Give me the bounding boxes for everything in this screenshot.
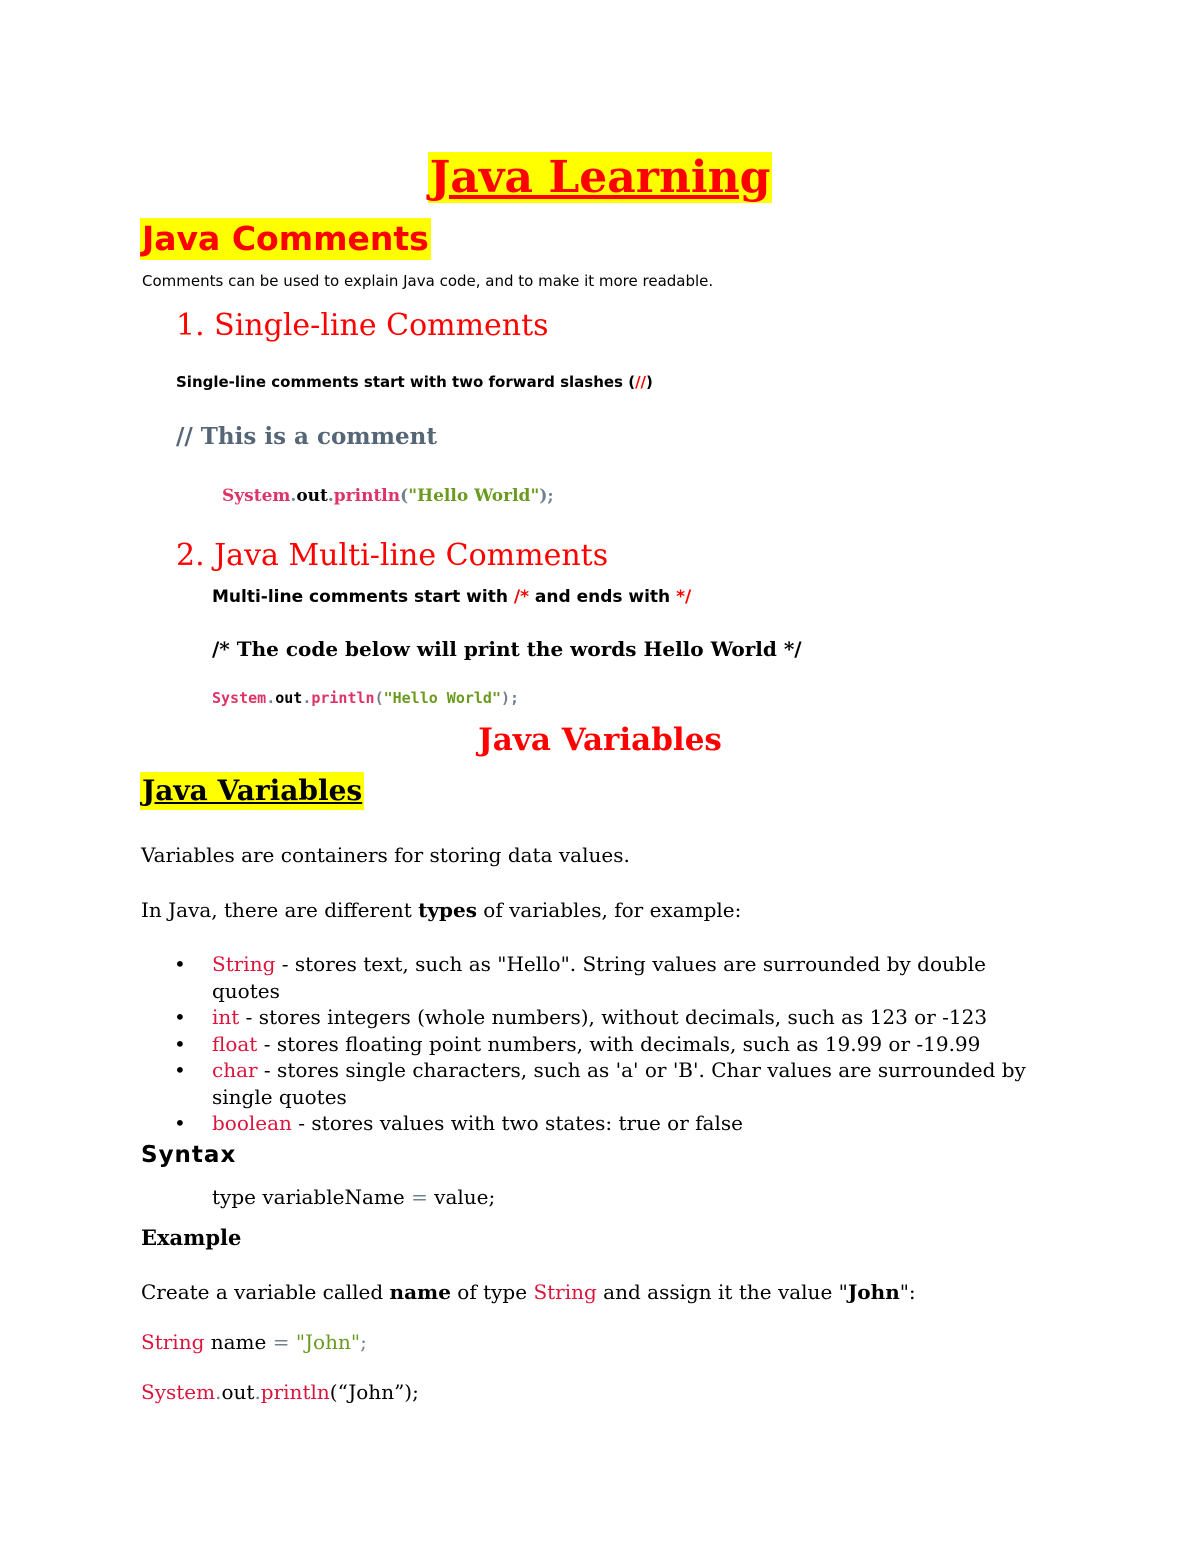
list-item [170, 1057, 1050, 1110]
bullet-icon: • [174, 1005, 186, 1029]
multi-line-description [212, 586, 691, 608]
code-token-method: println [260, 1380, 330, 1404]
close-comment-token: */ [676, 587, 692, 607]
code-token-dot: . [290, 486, 297, 506]
variables-intro-text: Variables are containers for storing data values. [141, 843, 630, 867]
single-line-desc-suffix: ) [646, 373, 653, 391]
types-text-prefix: In Java, there are different [141, 898, 419, 922]
multi-line-desc-prefix: Multi-line comments start with [212, 587, 514, 607]
code-token-semicolon: ; [360, 1330, 367, 1354]
syntax-prefix: type variableName [212, 1185, 412, 1209]
type-name: char [212, 1058, 258, 1082]
list-item [170, 1110, 1050, 1137]
slash-token: // [635, 373, 647, 391]
list-item [170, 951, 1050, 1004]
document-title [0, 150, 1200, 206]
bullet-icon: • [174, 1058, 186, 1082]
multi-line-desc-middle: and ends with [528, 587, 677, 607]
example-bold-name: name [389, 1280, 451, 1304]
variable-types-list [170, 951, 1050, 1137]
code-token-rest: (“John”); [329, 1380, 419, 1404]
code-println-example [141, 1379, 419, 1405]
code-token-dot: . [254, 1380, 261, 1404]
type-description: - stores text, such as "Hello". String values are surrounded by double quotes [212, 952, 986, 1003]
code-token-system: System [212, 689, 267, 707]
code-println-single [222, 484, 554, 508]
example-bold-value: John [847, 1280, 900, 1304]
code-token-string: "John" [289, 1330, 361, 1354]
syntax-equals: = [411, 1185, 428, 1209]
code-token-string: "Hello World" [383, 689, 501, 707]
code-token-paren: ( [374, 689, 384, 707]
example-text-suffix: ": [899, 1280, 916, 1304]
document-title-text: Java Learning [429, 152, 771, 203]
code-token-method: println [311, 689, 375, 707]
comments-intro-text: Comments can be used to explain Java code, and to make it more readable. [142, 272, 714, 290]
types-text-suffix: of variables, for example: [476, 898, 742, 922]
code-token-method: println [333, 486, 401, 506]
code-token-out: out [221, 1380, 255, 1404]
code-token-paren: ( [400, 486, 409, 506]
type-description: - stores floating point numbers, with decimals, such as 19.99 or -19.99 [257, 1031, 981, 1056]
list-item [170, 1031, 1050, 1058]
code-token-string: "Hello World" [408, 486, 540, 506]
syntax-code-line [212, 1184, 495, 1210]
single-line-desc-prefix: Single-line comments start with two forward slashes ( [176, 373, 636, 391]
code-comment-multi: /* The code below will print the words Hello World */ [212, 637, 802, 661]
syntax-heading: Syntax [141, 1142, 237, 1168]
type-name: float [212, 1031, 258, 1056]
type-name: String [212, 952, 276, 976]
example-description [141, 1279, 916, 1305]
type-name: int [212, 1005, 240, 1029]
types-text-bold: types [418, 898, 477, 922]
bullet-icon: • [174, 1031, 186, 1056]
code-token-out: out [296, 486, 328, 506]
single-line-description [176, 372, 653, 392]
subheading-single-line: 1. Single-line Comments [176, 308, 549, 343]
code-token-close: ); [501, 689, 520, 707]
code-println-multi [212, 688, 519, 708]
bullet-icon: • [174, 1111, 186, 1135]
syntax-suffix: value; [427, 1185, 496, 1209]
code-token-equals: = [272, 1330, 290, 1354]
code-token-out: out [275, 689, 303, 707]
code-token-var: name [204, 1330, 273, 1354]
code-string-declaration [141, 1329, 367, 1355]
code-token-dot: . [302, 689, 312, 707]
subheading-multi-line: 2. Java Multi-line Comments [176, 538, 609, 573]
code-token-system: System [141, 1380, 216, 1404]
example-text-middle: of type [450, 1280, 534, 1304]
type-description: - stores values with two states: true or false [291, 1111, 743, 1135]
code-token-dot: . [215, 1380, 222, 1404]
example-heading: Example [141, 1225, 242, 1250]
list-item [170, 1004, 1050, 1031]
code-token-close: ); [539, 486, 554, 506]
type-description: - stores integers (whole numbers), without decimals, such as 123 or -123 [239, 1005, 988, 1029]
open-comment-token: /* [513, 587, 529, 607]
type-description: - stores single characters, such as 'a' or 'B'. Char values are surrounded by single quotes [212, 1058, 1026, 1109]
code-token-system: System [222, 486, 291, 506]
code-token-type: String [141, 1330, 205, 1354]
code-token-dot: . [327, 486, 334, 506]
section-heading-variables-center: Java Variables [478, 722, 722, 758]
type-name: boolean [212, 1111, 292, 1135]
code-token-dot: . [266, 689, 276, 707]
code-comment-single: // This is a comment [176, 423, 437, 450]
section-heading-comments: Java Comments [142, 219, 429, 258]
example-type: String [533, 1280, 597, 1304]
section-heading-variables: Java Variables [140, 772, 364, 810]
variables-types-text [141, 897, 741, 923]
example-text-middle2: and assign it the value " [596, 1280, 848, 1304]
bullet-icon: • [174, 952, 186, 976]
example-text-prefix: Create a variable called [141, 1280, 390, 1304]
